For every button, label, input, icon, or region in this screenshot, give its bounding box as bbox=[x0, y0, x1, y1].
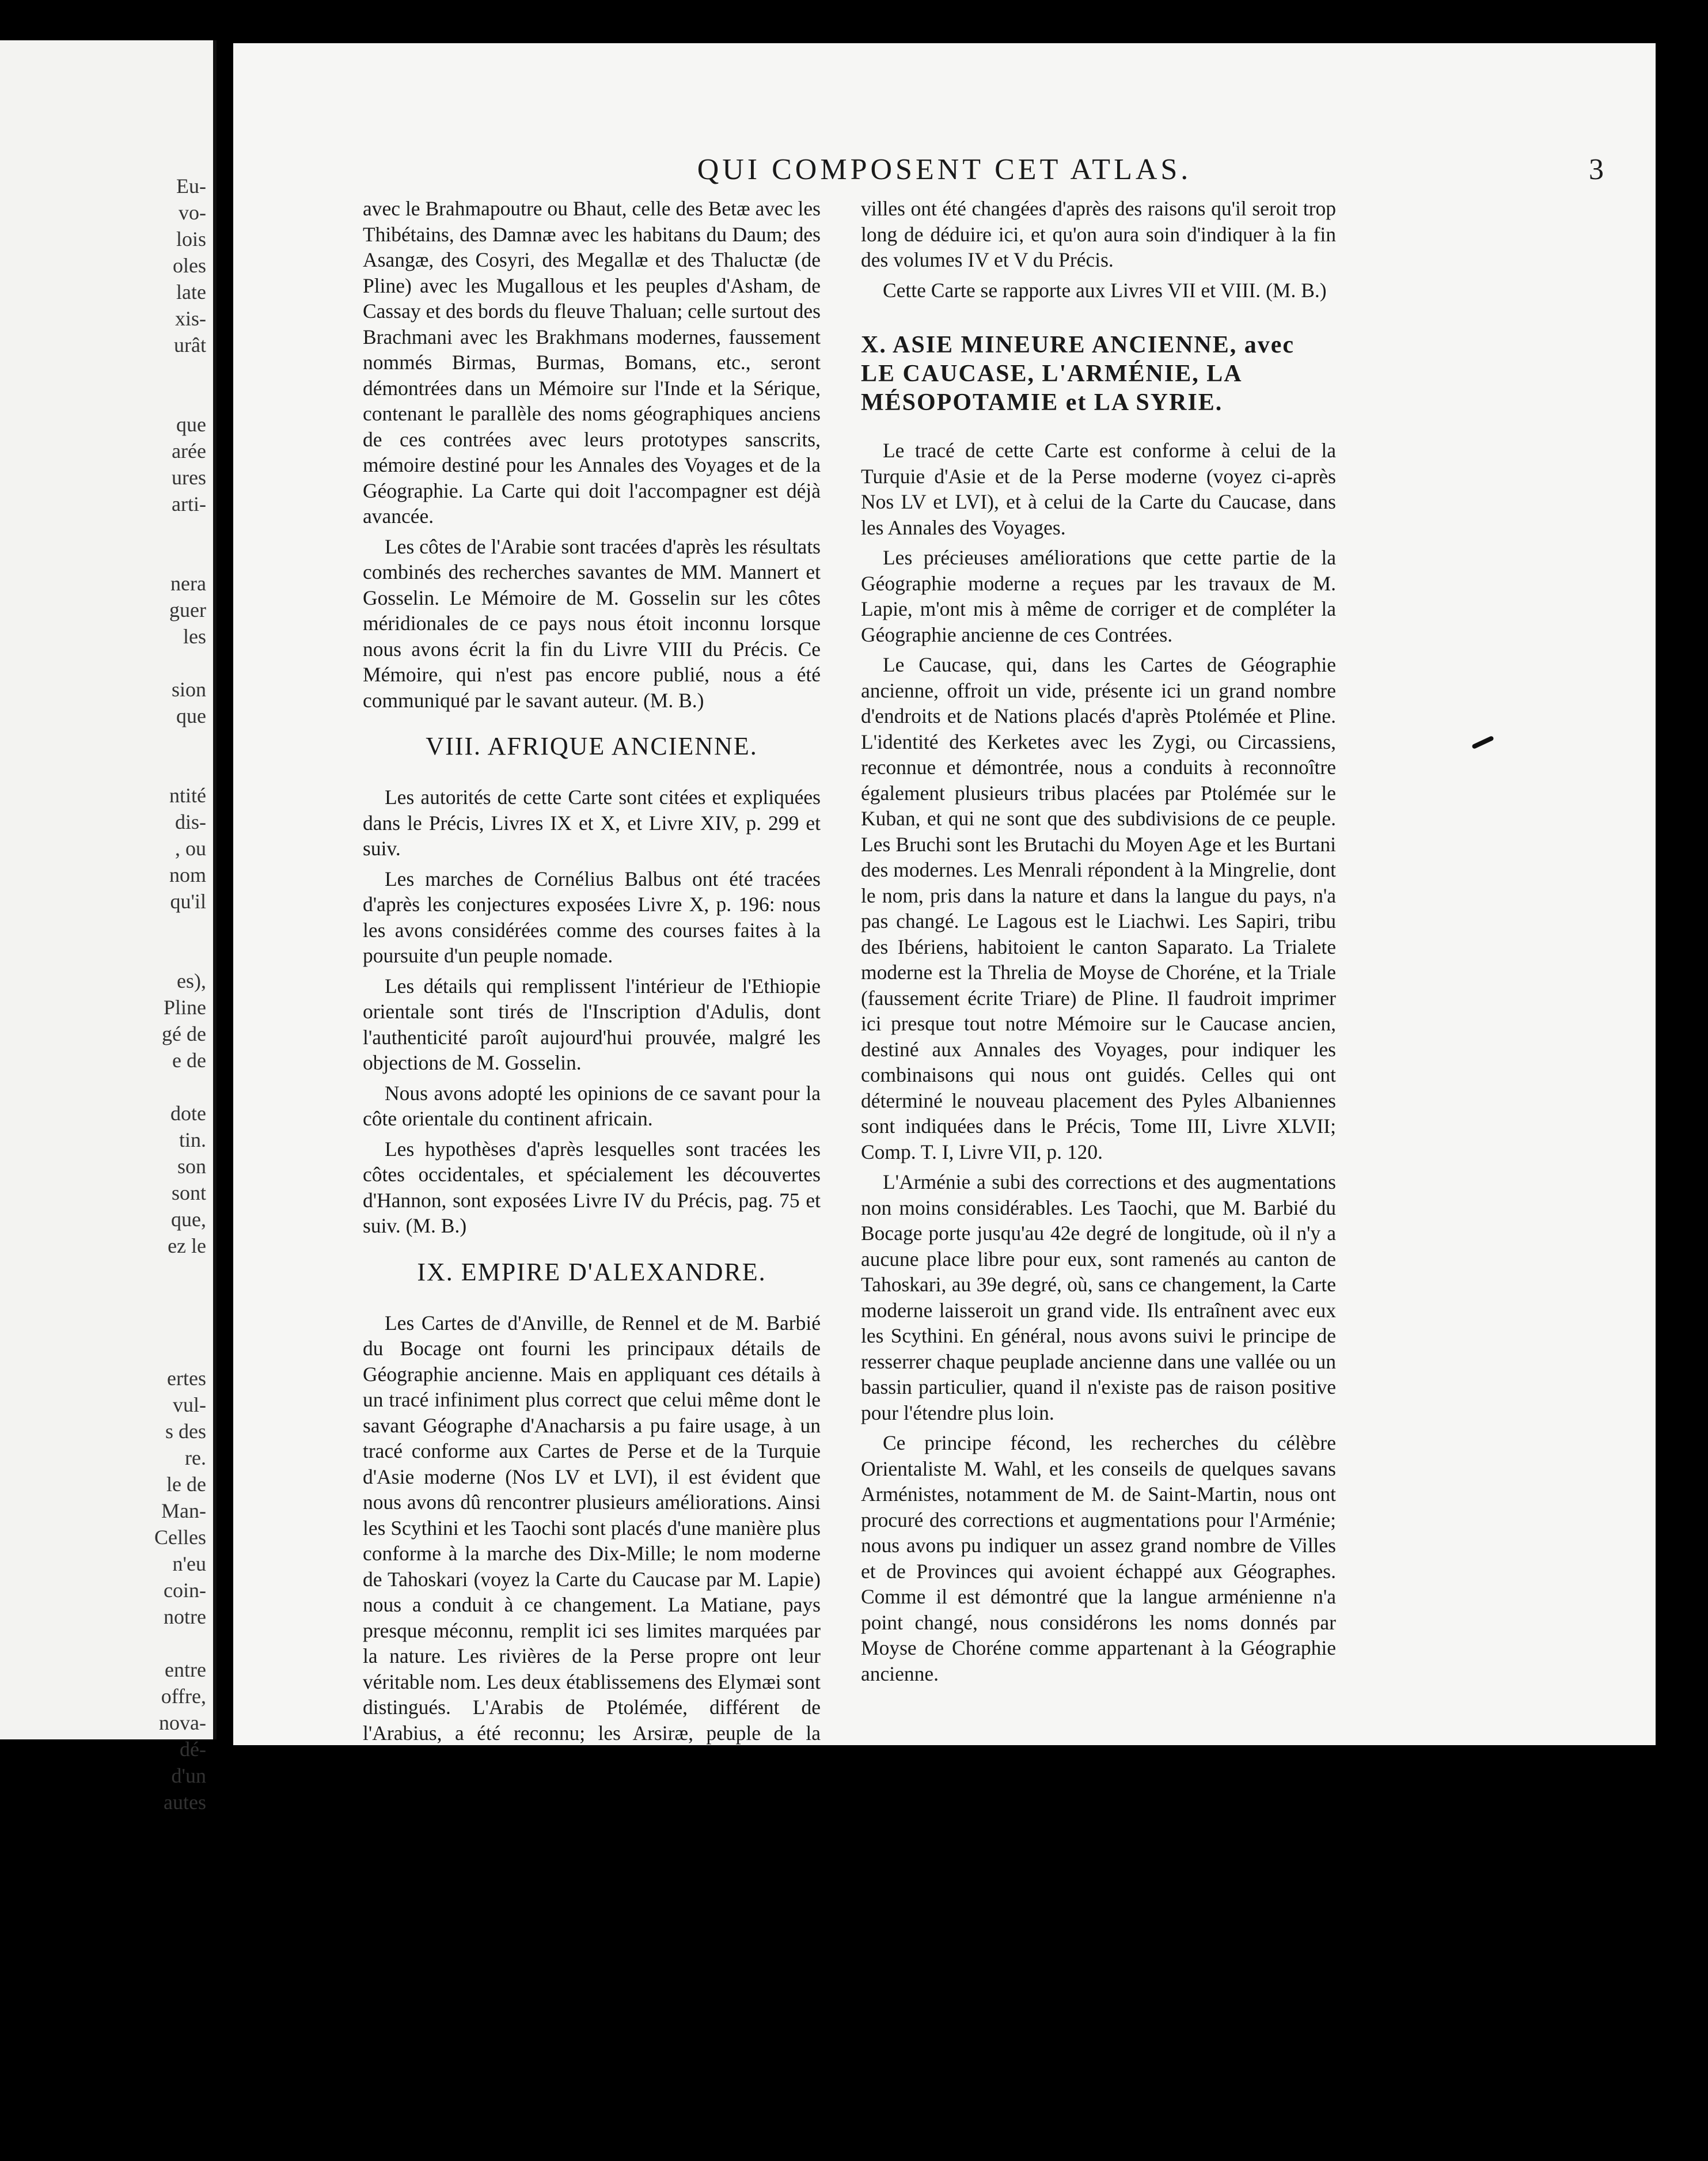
scan-background bbox=[233, 1745, 1707, 2161]
text-fragment: s des bbox=[165, 1420, 206, 1443]
text-fragment bbox=[120, 941, 206, 968]
text-fragment: , ou bbox=[175, 837, 206, 860]
paragraph: villes ont été changées d'après des raisons qu'il seroit trop long de déduire ici, et qu'on aura soin d'indiquer à la fin des volumes IV et V du Précis. bbox=[861, 197, 1336, 271]
facing-page-text-fragments bbox=[120, 173, 206, 1815]
text-fragment: que bbox=[176, 704, 206, 727]
text-fragment bbox=[120, 1312, 206, 1339]
facing-page-edge bbox=[0, 40, 217, 1814]
text-fragment: arti- bbox=[172, 492, 206, 515]
text-fragment: offre, bbox=[161, 1685, 206, 1708]
text-fragment: nova- bbox=[159, 1711, 206, 1734]
text-fragment: sont bbox=[171, 1181, 206, 1204]
section-heading-ix: IX. EMPIRE D'ALEXANDRE. bbox=[417, 1257, 766, 1286]
text-fragment bbox=[120, 517, 206, 544]
text-fragment bbox=[120, 1259, 206, 1286]
text-fragment: gé de bbox=[162, 1022, 206, 1045]
paragraph: Le tracé de cette Carte est conforme à celui de la Turquie d'Asie et de la Perse moderne (voyez ci-après Nos LV et LVI), et à celui de la Carte du Caucase, dans les Annales des Voyages. bbox=[861, 439, 1336, 539]
text-fragment bbox=[120, 915, 206, 941]
left-text-column bbox=[363, 196, 821, 1776]
text-fragment: Eu- bbox=[176, 175, 206, 198]
text-fragment: le de bbox=[166, 1473, 206, 1496]
text-fragment: dis- bbox=[175, 810, 206, 833]
text-fragment bbox=[120, 544, 206, 570]
paragraph: Le Caucase, qui, dans les Cartes de Géographie ancienne, offroit un vide, présente ici un grand nombre d'endroits et de Nations placés d'après Ptolémée et Pline. L'identité des Kerketes avec les Zygi, ou Circassiens, reconnue et démontrée, nous a conduits à reconnoître également plusieurs tribus placées par Ptolémée sur le Kuban, et qui ne sont que des subdivisions de ce peuple. Les Bruchi sont les Brutachi du Moyen Age et les Burtani des modernes. Les Menrali répondent à la Mingrelie, dont le nom, pris dans la nature et dans la langue du pays, n'a pas changé. Le Lagous est le Liachwi. Les Sapiri, tribu des Ibériens, habitoient le canton Saparato. La Trialete moderne est la Threlia de Moyse de Choréne, et la Triale (faussement écrite Triare) de Pline. Il faudroit imprimer ici presque tout notre Mémoire sur le Caucase ancien, destiné aux Annales des Voyages, pour indiquer les combinaisons qui nous ont guidés. Celles qui ont déterminé le nouveau placement des Pyles Albaniennes sont indiquées dans le Précis, Tome III, Livre XLVII; Comp. T. I, Livre VII, p. 120. bbox=[861, 653, 1336, 1163]
text-fragment: e de bbox=[172, 1049, 206, 1072]
text-fragment: guer bbox=[169, 598, 206, 621]
text-fragment bbox=[120, 358, 206, 385]
text-fragment: tin. bbox=[179, 1128, 206, 1151]
text-fragment: ures bbox=[172, 466, 206, 489]
text-fragment: re. bbox=[185, 1446, 206, 1469]
text-fragment bbox=[120, 1074, 206, 1100]
text-fragment: vul- bbox=[173, 1393, 206, 1416]
text-fragment: ntité bbox=[169, 784, 206, 807]
text-fragment: d'un bbox=[171, 1764, 206, 1787]
paragraph: Les côtes de l'Arabie sont tracées d'après les résultats combinés des recherches savantes de MM. Mannert et Gosselin. Le Mémoire de M. Gosselin sur les côtes méridionales de ce pays nous étoit inconnu lorsque nous avons écrit la fin du Livre VIII du Précis. Ce Mémoire, qui n'est pas encore publié, nous a été communiqué par le savant auteur. (M. B.) bbox=[363, 534, 821, 712]
text-fragment: sion bbox=[171, 678, 206, 701]
text-fragment: Pline bbox=[163, 996, 206, 1019]
page-number: 3 bbox=[1589, 153, 1604, 186]
text-fragment: late bbox=[176, 280, 206, 304]
text-fragment: urât bbox=[174, 333, 206, 357]
paragraph: Ce principe fécond, les recherches du célèbre Orientaliste M. Wahl, et les conseils de quelques savans Arménistes, notamment de M. de Saint-Martin, nous ont procuré des corrections et augmentations pour l'Arménie; nous avons pu indiquer un assez grand nombre de Villes et de Provinces qui avoient échappé aux Géographes. Comme il est démontré que la langue arménienne n'a point changé, nous considérons les noms donnés par Moyse de Choréne comme appartenant à la Géographie ancienne. bbox=[861, 1431, 1336, 1685]
running-head: QUI COMPOSENT CET ATLAS. bbox=[697, 153, 1192, 186]
text-fragment: les bbox=[183, 625, 206, 648]
paragraph: Les précieuses améliorations que cette partie de la Géographie moderne a reçues par les travaux de M. Lapie, m'ont mis à même de corriger et de compléter la Géographie ancienne de ces Contrées. bbox=[861, 546, 1336, 646]
text-fragment: son bbox=[177, 1155, 206, 1178]
paragraph: avec le Brahmapoutre ou Bhaut, celle des Betæ avec les Thibétains, des Damnæ avec les habitans du Daum; des Asangæ, des Cosyri, des Megallæ et des Thaluctæ (de Pline) avec les Mugallous et les peuples d'Asham, de Cassay et des bords du fleuve Thaluan; celle surtout des Brachmani avec les Brakhmans modernes, faussement nommés Birmas, Burmas, Bomans, etc., seront démontrées dans un Mémoire sur l'Inde et la Sérique, contenant le parallèle des noms géographiques anciens de ces contrées avec leurs prototypes sanscrits, mémoire destiné pour les Annales des Voyages et de la Géographie. La Carte qui doit l'accompagner est déjà avancée. bbox=[363, 197, 821, 528]
paragraph: Nous avons adopté les opinions de ce savant pour la côte orientale du continent africain. bbox=[363, 1081, 821, 1130]
text-fragment: que bbox=[176, 413, 206, 436]
text-fragment: xis- bbox=[175, 307, 206, 330]
text-fragment: notre bbox=[164, 1605, 206, 1628]
text-fragment bbox=[120, 385, 206, 411]
text-fragment: n'eu bbox=[172, 1552, 206, 1575]
text-fragment: autes bbox=[164, 1791, 206, 1814]
text-fragment bbox=[120, 1286, 206, 1312]
paragraph: Les autorités de cette Carte sont citées et expliquées dans le Précis, Livres IX et X, et Livre XIV, p. 299 et suiv. bbox=[363, 786, 821, 860]
text-fragment: nera bbox=[170, 572, 206, 595]
book-page bbox=[233, 43, 1656, 1745]
right-text-column bbox=[861, 196, 1336, 1691]
text-fragment bbox=[120, 1630, 206, 1656]
text-fragment bbox=[120, 650, 206, 676]
text-fragment: Celles bbox=[154, 1526, 206, 1549]
text-fragment: nom bbox=[169, 863, 206, 886]
text-fragment: ez le bbox=[168, 1234, 206, 1257]
text-fragment: arée bbox=[172, 439, 206, 462]
text-fragment: ertes bbox=[167, 1367, 206, 1390]
paragraph: Les marches de Cornélius Balbus ont été tracées d'après les conjectures exposées Livre X, p. 196: nous les avons considérées comme des courses faites à la poursuite d'un peuple nomade. bbox=[363, 867, 821, 967]
section-heading-x: X. ASIE MINEURE ANCIENNE, avec LE CAUCASE, L'ARMÉNIE, LA MÉSOPOTAMIE et LA SYRIE. bbox=[861, 332, 1295, 416]
text-fragment: oles bbox=[173, 254, 206, 277]
text-fragment: lois bbox=[176, 228, 206, 251]
paragraph: Les détails qui remplissent l'intérieur de l'Ethiopie orientale sont tirés de l'Inscription d'Adulis, dont l'authenticité paroît aujourd'hui prouvée, malgré les objections de M. Gosselin. bbox=[363, 974, 821, 1074]
text-fragment: vo- bbox=[179, 201, 206, 224]
paragraph: L'Arménie a subi des corrections et des augmentations non moins considérables. Les Taochi, que M. Barbié du Bocage porte jusqu'au 42e degré de longitude, où il n'y a aucune place libre pour eux, sont ramenés au canton de Tahoskari, au 39e degré, où, sans ce changement, la Carte moderne laisseroit un grand vide. Ils entraînent avec eux les Scythini. En général, nous avons suivi le principe de resserrer chaque peuplade ancienne dans une vallée ou un bassin particulier, quand il n'existe pas de raison positive pour l'étendre plus loin. bbox=[861, 1170, 1336, 1424]
text-fragment: entre bbox=[165, 1658, 206, 1681]
text-fragment bbox=[120, 1339, 206, 1365]
text-fragment: es), bbox=[177, 969, 206, 992]
text-fragment: que, bbox=[171, 1208, 206, 1231]
text-fragment: dé- bbox=[180, 1738, 206, 1761]
paragraph: Cette Carte se rapporte aux Livres VII et VIII. (M. B.) bbox=[883, 278, 1327, 302]
text-fragment: dote bbox=[170, 1102, 206, 1125]
paragraph: Les hypothèses d'après lesquelles sont tracées les côtes occidentales, et spécialement les découvertes d'Hannon, sont exposées Livre IV du Précis, pag. 75 et suiv. (M. B.) bbox=[363, 1137, 821, 1237]
text-fragment bbox=[120, 756, 206, 782]
section-heading-viii: VIII. AFRIQUE ANCIENNE. bbox=[426, 732, 758, 760]
text-fragment: Man- bbox=[161, 1499, 206, 1522]
text-fragment: qu'il bbox=[170, 890, 206, 913]
text-fragment: coin- bbox=[164, 1579, 206, 1602]
paragraph: Les Cartes de d'Anville, de Rennel et de M. Barbié du Bocage ont fourni les principaux détails de Géographie ancienne. Mais en appliquant ces détails à un tracé infiniment plus correct que celui même dont le savant Géographe d'Anacharsis a pu faire usage, à un tracé conforme aux Cartes de Perse et de la Turquie d'Asie moderne (Nos LV et LVI), il est évident que nous avons dû rencontrer plusieurs améliorations. Ainsi les Scythini et les Taochi sont placés d'une manière plus conforme à la marche des Dix-Mille; le nom moderne de Tahoskari (voyez la Carte du Caucase par M. Lapie) nous a conduit à ce changement. La Matiane, pays presque méconnu, remplit ici ses limites marquées par la nature. Les rivières de la Perse propre ont leur véritable nom. Les deux établissemens des Elymæi sont distingués. L'Arabis de Ptolémée, différent de l'Arabius, a été reconnu; les Arsiræ, peuple de la bbox=[363, 1311, 821, 1745]
text-fragment bbox=[120, 729, 206, 756]
